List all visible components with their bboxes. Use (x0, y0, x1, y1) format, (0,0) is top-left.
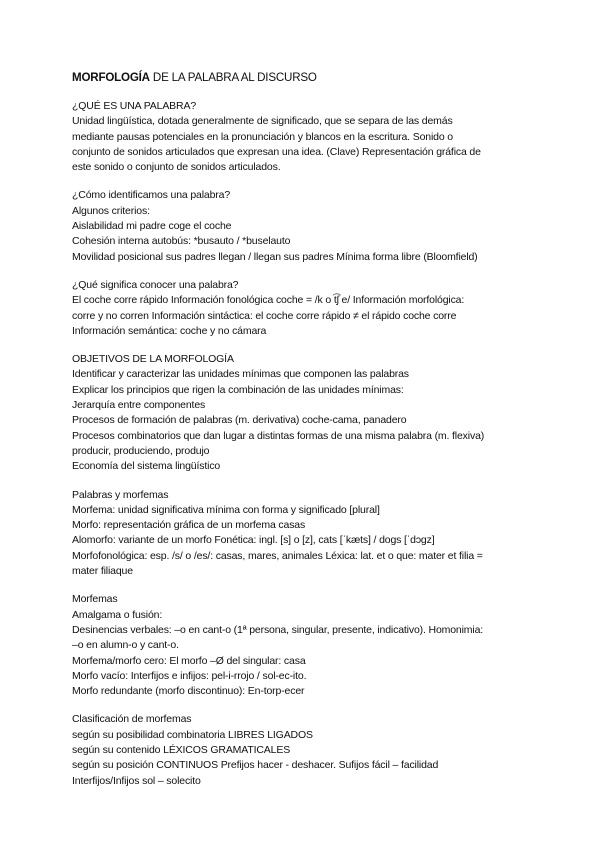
text-line: Alomorfo: variante de un morfo Fonética: ingl. [s] o [z], cats [ˈkæts] / dogs [ˈdɔgz] (72, 534, 435, 547)
text-line: Economía del sistema lingüístico (72, 460, 221, 473)
text-line: conjunto de sonidos articulados que expresan una idea. (Clave) Representación gráfica de (72, 145, 481, 158)
text-line: Procesos de formación de palabras (m. derivativa) coche-cama, panadero (72, 414, 407, 427)
text-line: Unidad lingüística, dotada generalmente de significado, que se separa de las demás (72, 115, 453, 128)
text-line: corre y no corren Información sintáctica: el coche corre rápido ≠ el rápido coche corre (72, 309, 457, 322)
section-2 (72, 278, 532, 339)
text-line: Morfo vacío: Interfijos e infijos: pel-i-rrojo / sol-ec-ito. (72, 669, 307, 682)
text-line: ¿QUÉ ES UNA PALABRA? (72, 100, 197, 112)
text-line: según su contenido LÉXICOS GRAMATICALES (72, 743, 291, 756)
section-1 (72, 188, 532, 264)
section-5 (72, 592, 532, 699)
text-line: según su posición CONTINUOS Prefijos hacer - deshacer. Sufijos fácil – facilidad (72, 759, 439, 772)
section-heading: ¿Cómo identificamos una palabra? (72, 189, 231, 202)
text-line: Jerarquía entre componentes (72, 399, 206, 412)
text-line: El coche corre rápido Información fonológica coche = /k o t͡ʃ e/ Información morfológica: (72, 294, 465, 307)
section-0 (72, 99, 532, 175)
document-body (72, 99, 532, 789)
text-line: este sonido o conjunto de sonidos articulados. (72, 161, 281, 174)
section-4 (72, 488, 532, 580)
text-line: Algunos criterios: (72, 204, 150, 217)
text-line: Identificar y caracterizar las unidades mínimas que componen las palabras (72, 368, 409, 381)
text-line: Aislabilidad mi padre coge el coche (72, 220, 232, 233)
section-heading: Clasificación de morfemas (72, 713, 192, 726)
text-line: Interfijos/Infijos sol – solecito (72, 774, 201, 787)
text-line: Información semántica: coche y no cámara (72, 324, 267, 337)
text-line: –o en alumn-o y cant-o. (72, 639, 179, 652)
text-line: Procesos combinatorios que dan lugar a distintas formas de una misma palabra (m. flexiva) (72, 429, 485, 442)
text-line: Morfo redundante (morfo discontinuo): En-torp-ecer (72, 685, 305, 698)
text-line: Morfema: unidad significativa mínima con forma y significado [plural] (72, 503, 380, 516)
text-line: según su posibilidad combinatoria LIBRES LIGADOS (72, 728, 313, 741)
text-line: mater filiaque (72, 565, 133, 578)
text-line: Morfo: representación gráfica de un morfema casas (72, 519, 306, 532)
section-3 (72, 352, 532, 474)
text-line: Movilidad posicional sus padres llegan / llegan sus padres Mínima forma libre (Bloomfield) (72, 250, 478, 263)
section-heading: Palabras y morfemas (72, 488, 169, 501)
section-heading: Morfemas (72, 593, 118, 606)
text-line: Morfema/morfo cero: El morfo –Ø del singular: casa (72, 654, 306, 667)
text-line: Desinencias verbales: –o en cant-o (1ª persona, singular, presente, indicativo). Homonimia: (72, 623, 484, 636)
text-line: mediante pausas potenciales en la pronunciación y blancos en la escritura. Sonido o (72, 130, 453, 143)
title-bold: MORFOLOGÍA (72, 71, 150, 84)
text-line: Cohesión interna autobús: *busauto / *buselauto (72, 235, 291, 248)
title-rest: DE LA PALABRA AL DISCURSO (149, 71, 317, 84)
text-line: Morfofonológica: esp. /s/ o /es/: casas, mares, animales Léxica: lat. et o que: mater et filia = (72, 549, 483, 562)
document-title (72, 70, 532, 86)
text-line: Amalgama o fusión: (72, 608, 163, 621)
section-6 (72, 712, 532, 788)
section-heading: OBJETIVOS DE LA MORFOLOGÍA (72, 353, 234, 366)
section-heading: ¿Qué significa conocer una palabra? (72, 278, 239, 291)
text-line: producir, produciendo, produjo (72, 444, 210, 457)
document-page (72, 70, 532, 789)
text-line: Explicar los principios que rigen la combinación de las unidades mínimas: (72, 383, 404, 396)
